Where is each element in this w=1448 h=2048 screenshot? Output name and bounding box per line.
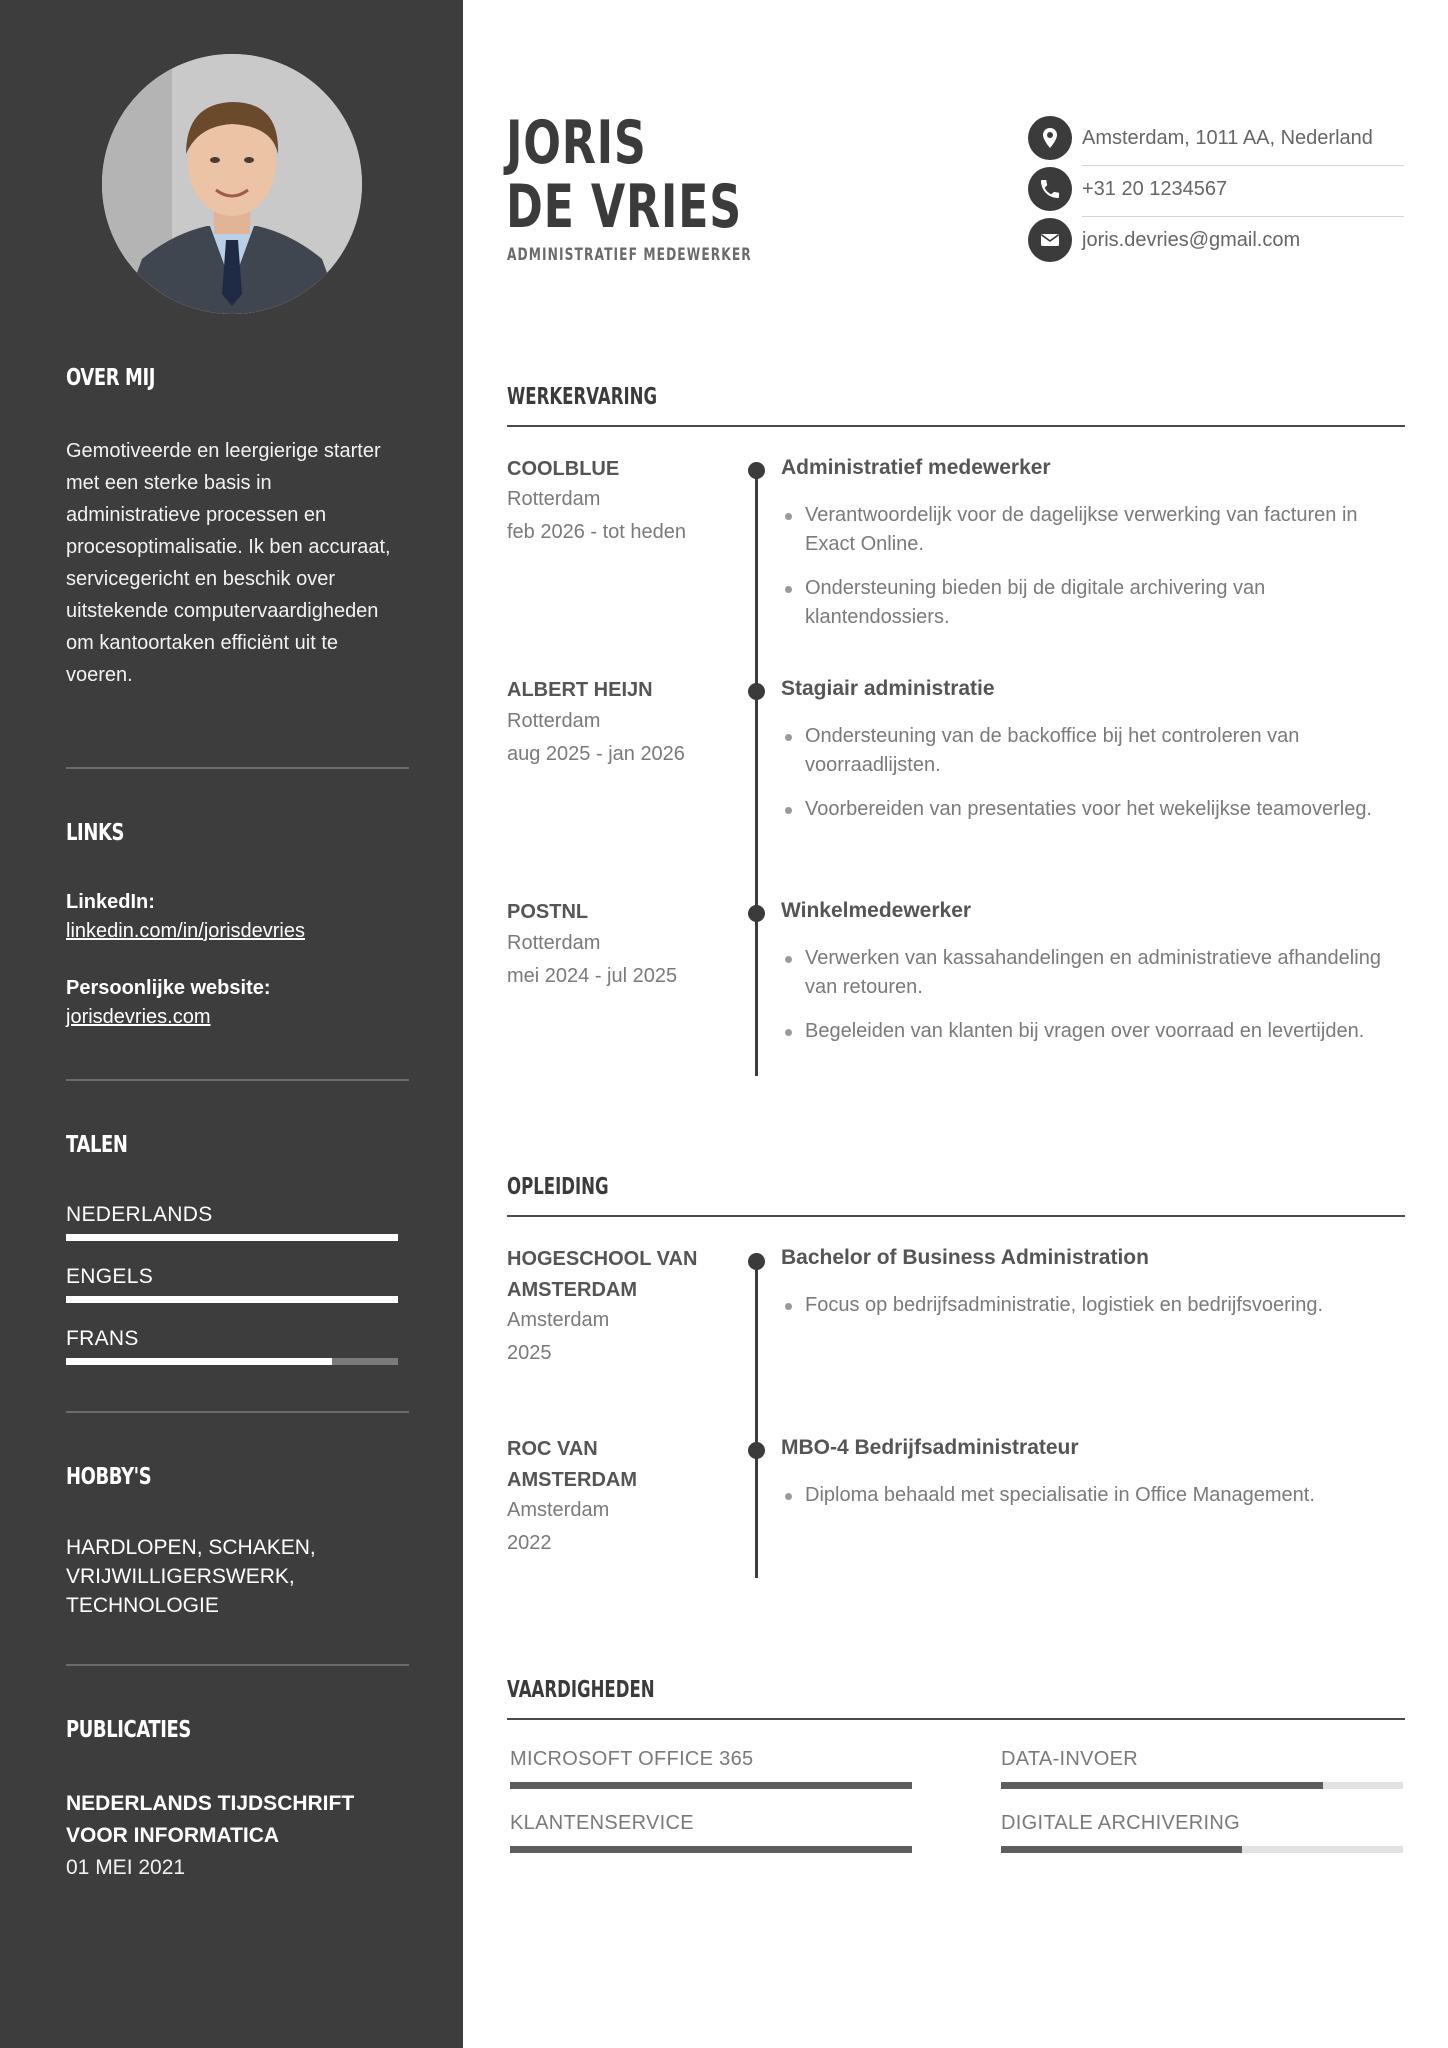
timeline-dot — [748, 462, 765, 479]
portrait-image — [102, 54, 362, 314]
timeline-dot — [748, 905, 765, 922]
language-level-fill — [66, 1296, 398, 1303]
degree-title: Bachelor of Business Administration — [781, 1246, 1149, 1269]
skill-level-bar — [1001, 1846, 1403, 1853]
skill-level-fill — [1001, 1782, 1323, 1789]
divider — [66, 1664, 409, 1666]
linkedin-link[interactable]: linkedin.com/in/jorisdevries — [66, 920, 305, 942]
last-name: DE VRIES — [506, 172, 742, 242]
skill-level-fill — [510, 1846, 912, 1853]
divider — [66, 767, 409, 769]
job-period: aug 2025 - jan 2026 — [507, 743, 685, 765]
company-name: ALBERT HEIJN — [507, 679, 653, 701]
skill-level-bar — [510, 1846, 912, 1853]
sidebar — [0, 0, 463, 2048]
hobbies-text: HARDLOPEN, SCHAKEN, VRIJWILLIGERSWERK, TECHNOLOGIE — [66, 1536, 316, 1617]
job-role: Administratief medewerker — [781, 456, 1051, 479]
timeline-dot — [748, 1442, 765, 1459]
skill-name: DIGITALE ARCHIVERING — [1001, 1812, 1241, 1834]
website-link[interactable]: jorisdevries.com — [66, 1006, 211, 1028]
skill-name: MICROSOFT OFFICE 365 — [510, 1748, 754, 1770]
education-heading: OPLEIDING — [507, 1174, 609, 1200]
job-bullet: Voorbereiden van presentaties voor het wekelijkse teamoverleg. — [805, 795, 1405, 824]
language-level-bar — [66, 1296, 398, 1303]
job-period: mei 2024 - jul 2025 — [507, 965, 678, 987]
email-text: joris.devries@gmail.com — [1082, 229, 1301, 251]
section-rule — [507, 1215, 1405, 1217]
education-bullet: Diploma behaald met specialisatie in Office Management. — [805, 1481, 1425, 1510]
divider — [66, 1079, 409, 1081]
education-bullet: Focus op bedrijfsadministratie, logistiek en bedrijfsvoering. — [805, 1291, 1425, 1320]
skill-level-fill — [510, 1782, 912, 1789]
school-city: Amsterdam — [507, 1309, 610, 1331]
job-title: ADMINISTRATIEF MEDEWERKER — [507, 245, 752, 265]
school-year: 2025 — [507, 1342, 552, 1364]
address-text: Amsterdam, 1011 AA, Nederland — [1082, 127, 1373, 149]
skill-level-fill — [1001, 1846, 1242, 1853]
job-city: Rotterdam — [507, 710, 601, 732]
timeline-dot — [748, 683, 765, 700]
job-bullet: Verwerken van kassahandelingen en administratieve afhandeling van retouren. — [805, 944, 1405, 1002]
skills-heading: VAARDIGHEDEN — [507, 1677, 655, 1703]
job-bullet: Verantwoordelijk voor de dagelijkse verwerking van facturen in Exact Online. — [805, 501, 1405, 559]
about-heading: OVER MIJ — [66, 365, 156, 391]
contact-divider — [1082, 165, 1404, 166]
language-level-fill — [66, 1234, 398, 1241]
experience-heading: WERKERVARING — [507, 384, 658, 410]
timeline-line — [755, 1255, 758, 1578]
language-name: FRANS — [66, 1327, 139, 1350]
skill-level-bar — [1001, 1782, 1403, 1789]
job-period: feb 2026 - tot heden — [507, 521, 687, 543]
job-role: Stagiair administratie — [781, 677, 995, 700]
language-level-bar — [66, 1234, 398, 1241]
hobbies-heading: HOBBY'S — [66, 1464, 152, 1490]
skill-name: KLANTENSERVICE — [510, 1812, 694, 1834]
languages-heading: TALEN — [66, 1132, 128, 1158]
skill-level-bar — [510, 1782, 912, 1789]
school-year: 2022 — [507, 1532, 552, 1554]
job-bullet: Ondersteuning van de backoffice bij het controleren van voorraadlijsten. — [805, 722, 1405, 780]
phone-icon — [1028, 167, 1072, 211]
profile-photo — [102, 54, 362, 314]
about-text: Gemotiveerde en leergierige starter met een sterke basis in administratieve processen en procesoptimalisatie. Ik ben accuraat, servicegericht en beschik over uitstekende computervaardigheden om kantoortaken efficiënt uit te voeren. — [66, 440, 391, 686]
language-name: NEDERLANDS — [66, 1203, 213, 1226]
linkedin-label: LinkedIn: — [66, 891, 155, 913]
job-city: Rotterdam — [507, 488, 601, 510]
timeline-dot — [748, 1253, 765, 1270]
publication-title: NEDERLANDS TIJDSCHRIFT VOOR INFORMATICA — [66, 1792, 355, 1847]
website-label: Persoonlijke website: — [66, 977, 271, 999]
language-name: ENGELS — [66, 1265, 153, 1288]
timeline-line — [755, 470, 758, 1076]
publication-date: 01 MEI 2021 — [66, 1856, 186, 1879]
school-city: Amsterdam — [507, 1499, 610, 1521]
first-name: JORIS — [506, 108, 647, 178]
section-rule — [507, 1718, 1405, 1720]
phone-text: +31 20 1234567 — [1082, 178, 1228, 200]
links-heading: LINKS — [66, 820, 125, 846]
job-bullet: Ondersteuning bieden bij de digitale archivering van klantendossiers. — [805, 574, 1405, 632]
job-role: Winkelmedewerker — [781, 899, 972, 922]
language-level-fill — [66, 1358, 332, 1365]
school-name: HOGESCHOOL VAN AMSTERDAM — [507, 1248, 698, 1301]
school-name: ROC VAN AMSTERDAM — [507, 1438, 637, 1491]
job-bullet: Begeleiden van klanten bij vragen over voorraad en levertijden. — [805, 1017, 1405, 1046]
contact-divider — [1082, 216, 1404, 217]
divider — [66, 1411, 409, 1413]
envelope-icon — [1028, 218, 1072, 262]
degree-title: MBO-4 Bedrijfsadministrateur — [781, 1436, 1079, 1459]
section-rule — [507, 425, 1405, 427]
location-pin-icon — [1028, 116, 1072, 160]
company-name: COOLBLUE — [507, 458, 620, 480]
publications-heading: PUBLICATIES — [66, 1717, 191, 1743]
job-city: Rotterdam — [507, 932, 601, 954]
company-name: POSTNL — [507, 901, 589, 923]
language-level-bar — [66, 1358, 398, 1365]
skill-name: DATA-INVOER — [1001, 1748, 1139, 1770]
